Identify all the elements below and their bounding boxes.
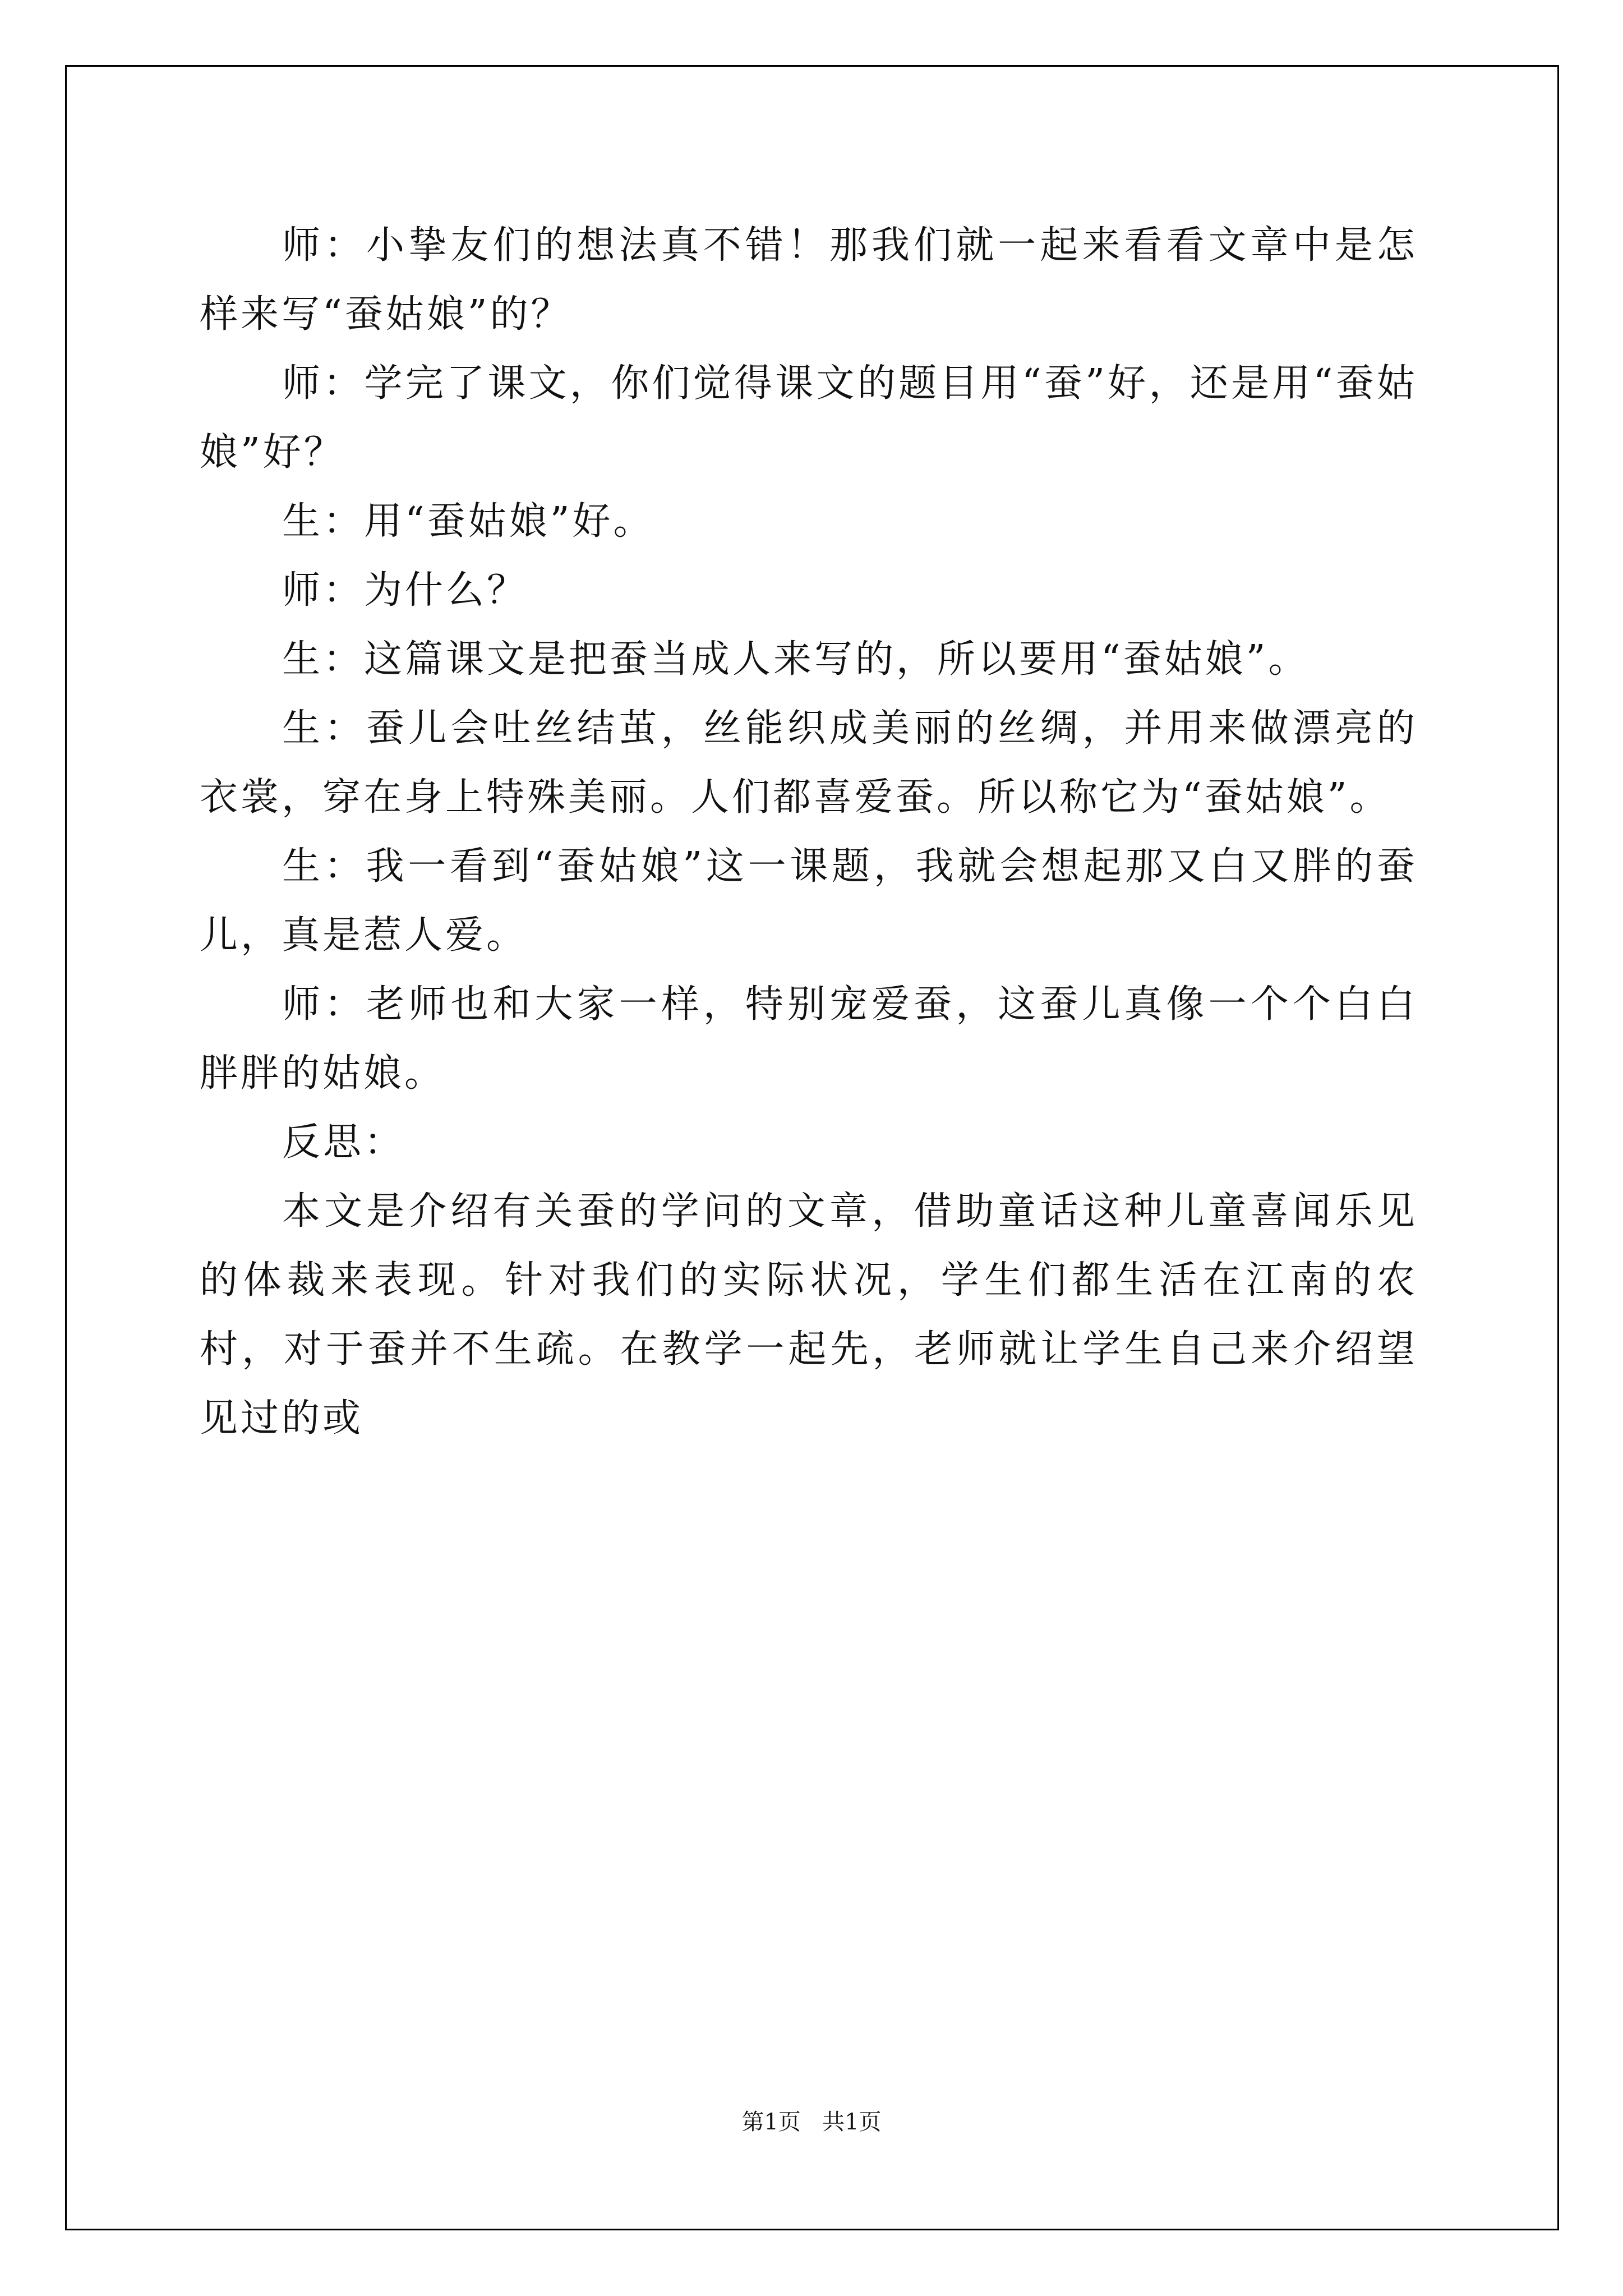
- paragraph-2: 师：学完了课文，你们觉得课文的题目用“蚕”好，还是用“蚕姑娘”好？: [200, 361, 1418, 475]
- page-footer: [0, 2108, 1623, 2136]
- paragraph-6: 生：蚕儿会吐丝结茧，丝能织成美丽的丝绸，并用来做漂亮的衣裳，穿在身上特殊美丽。人们都喜爱蚕。所以称它为“蚕姑娘”。: [200, 706, 1418, 820]
- paragraph-5: 生：这篇课文是把蚕当成人来写的，所以要用“蚕姑娘”。: [282, 637, 1310, 682]
- paragraph-1: 师：小挚友们的想法真不错！那我们就一起来看看文章中是怎样来写“蚕姑娘”的？: [200, 223, 1418, 337]
- page-total: 共1页: [822, 2109, 882, 2135]
- paragraph-4: 师：为什么？: [282, 568, 528, 613]
- section-heading-reflection: 反思：: [282, 1120, 405, 1165]
- paragraph-8: 师：老师也和大家一样，特别宠爱蚕，这蚕儿真像一个个白白胖胖的姑娘。: [200, 982, 1418, 1096]
- paragraph-3: 生：用“蚕姑娘”好。: [282, 499, 654, 544]
- page-number: 第1页: [741, 2109, 801, 2135]
- document-body: [200, 211, 1418, 1453]
- paragraph-7: 生：我一看到“蚕姑娘”这一课题，我就会想起那又白又胖的蚕儿，真是惹人爱。: [200, 844, 1418, 958]
- paragraph-10: 本文是介绍有关蚕的学问的文章，借助童话这种儿童喜闻乐见的体裁来表现。针对我们的实际状况，学生们都生活在江南的农村，对于蚕并不生疏。在教学一起先，老师就让学生自己来介绍望见过的或: [200, 1189, 1418, 1441]
